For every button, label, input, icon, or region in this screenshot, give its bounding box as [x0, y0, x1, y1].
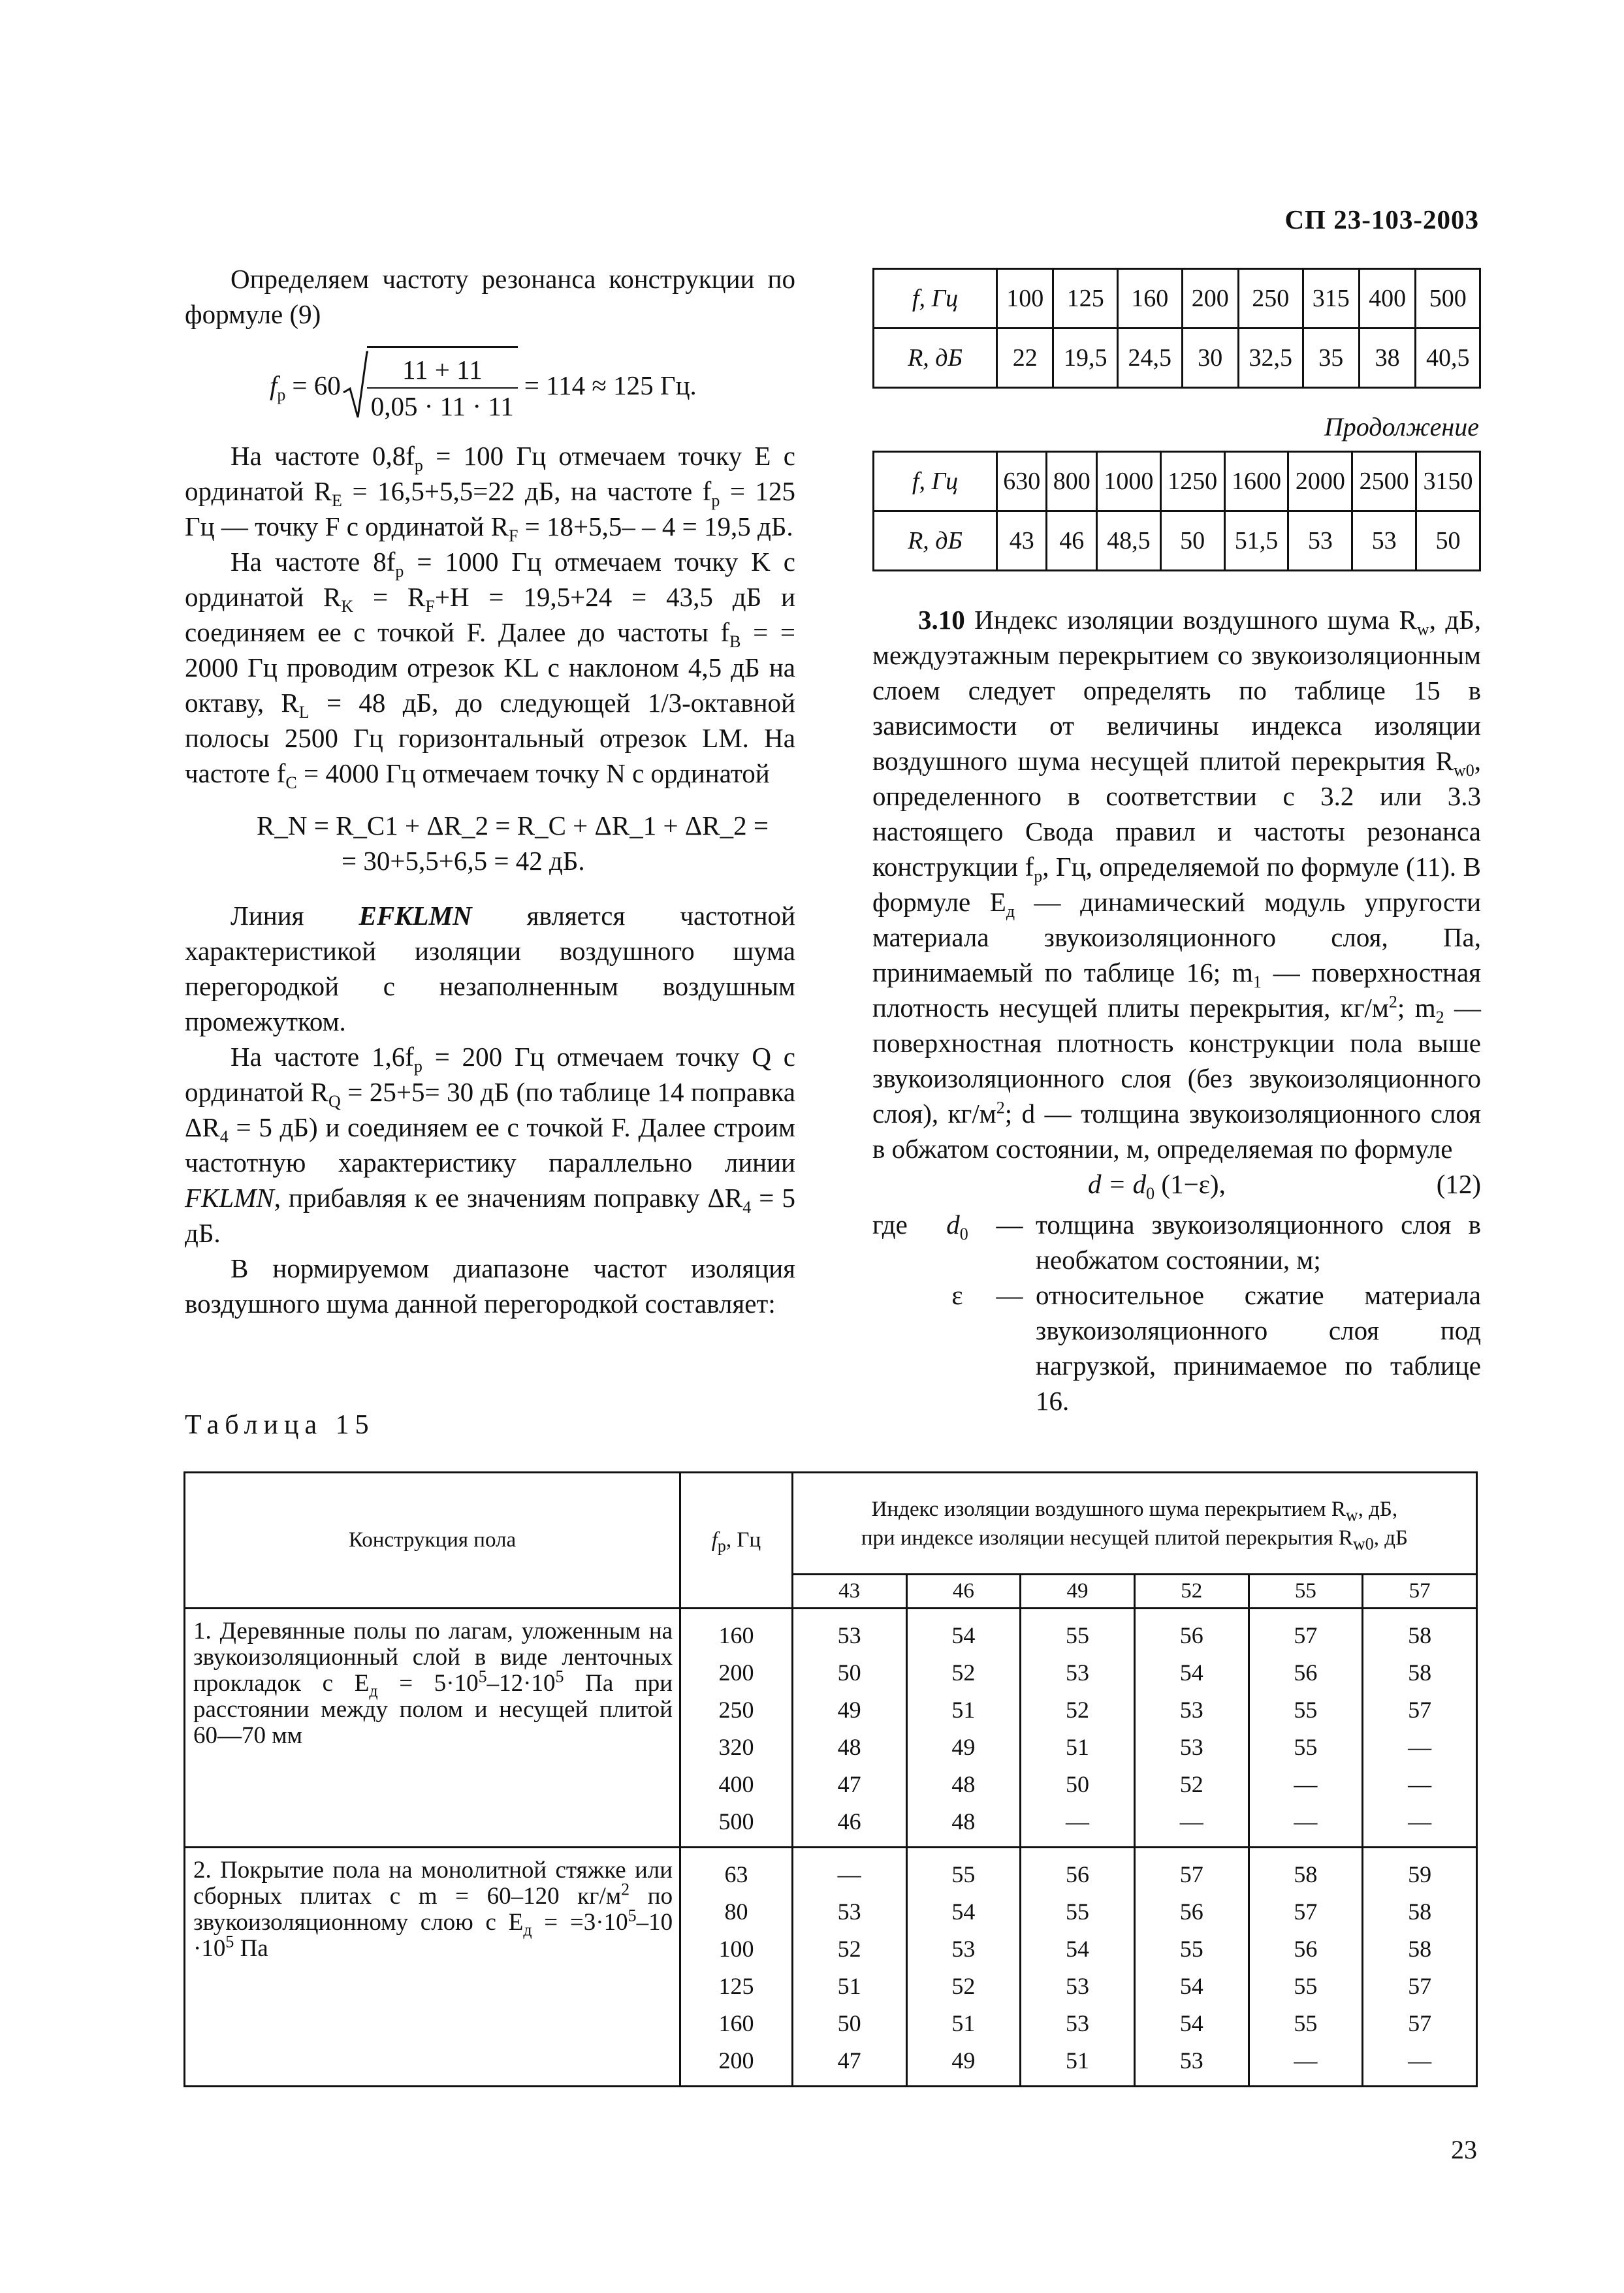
cell: 56 — [1294, 1936, 1318, 1962]
paragraph-point-q — [185, 1039, 795, 1251]
table-cell: 800 — [1047, 452, 1096, 511]
cell: 53 — [1066, 1973, 1090, 1999]
where-label: где — [872, 1210, 908, 1240]
equation-12-number: (12) — [1436, 1169, 1481, 1199]
header-frequency — [680, 1473, 793, 1609]
cell: 52 — [1179, 1771, 1203, 1797]
cell: 48 — [951, 1771, 976, 1797]
text: является частотной характеристикой изоляции воздушного шума перегородкой с незаполненным воздушным промежутком. — [185, 901, 795, 1036]
text: — поверхностная плотность несущей плиты перекрытия, кг/м — [872, 957, 1481, 1023]
cell: 55 — [1294, 1697, 1318, 1723]
cell: 52 — [837, 1936, 861, 1962]
cell: 54 — [951, 1899, 976, 1925]
table-cell: 35 — [1303, 329, 1359, 388]
sub: C — [285, 773, 297, 793]
frequency-column — [680, 1609, 793, 1848]
table-cell: 22 — [997, 329, 1053, 388]
cell: — — [1294, 1808, 1318, 1835]
sub: д — [1006, 902, 1015, 922]
cell: 57 — [1408, 2010, 1432, 2036]
cell: 320 — [718, 1734, 754, 1760]
text: Па — [234, 1935, 268, 1962]
formula-coef: = 60 — [292, 370, 341, 400]
cell: 54 — [1179, 1973, 1203, 1999]
text: Индекс изоляции воздушного шума R — [964, 605, 1417, 635]
table-15 — [183, 1471, 1478, 2087]
equation-rn — [185, 808, 795, 878]
definition: толщина звукоизоляционного слоя в необжатом состоянии, м; — [1036, 1210, 1481, 1275]
cell: 53 — [837, 1899, 861, 1925]
cell: 49 — [837, 1697, 861, 1723]
header-index-line2 — [794, 1524, 1475, 1552]
cell: 56 — [1066, 1861, 1090, 1887]
cell: 53 — [1179, 2047, 1203, 2074]
text: d = d — [1088, 1169, 1147, 1199]
construction-description — [185, 1609, 680, 1848]
cell: 55 — [1294, 2010, 1318, 2036]
cell: 250 — [718, 1697, 754, 1723]
header-construction: Конструкция пола — [185, 1473, 680, 1609]
text: = 16,5+5,5=22 дБ, на частоте f — [342, 476, 712, 506]
formula-denominator: 0,05 · 11 · 11 — [370, 391, 514, 421]
sub: 1 — [1252, 972, 1262, 992]
sup: 5 — [555, 1667, 564, 1686]
text: , дБ, междуэтажным перекрытием со звукоизоляционным слоем следует определять по таблице 15 в зависимости от величины индекса изоляции воздушного шума несущей плитой перекрытия R — [872, 605, 1481, 776]
text: f — [711, 1528, 718, 1552]
table-cell: 50 — [1160, 511, 1224, 571]
value-column — [1021, 1848, 1135, 2087]
cell: 56 — [1294, 1660, 1318, 1686]
formula-result: = 114 ≈ 125 Гц. — [524, 370, 697, 400]
cell: 52 — [1066, 1697, 1090, 1723]
table-15-title: Таблица 15 — [185, 1410, 375, 1440]
where-item-epsilon — [872, 1277, 1481, 1419]
cell: — — [1066, 1808, 1090, 1835]
cell: 50 — [837, 1660, 861, 1686]
value-column — [906, 1848, 1021, 2087]
sub: F — [508, 526, 518, 546]
cell: — — [1179, 1808, 1203, 1835]
text: = 5 дБ. — [185, 1183, 795, 1248]
paragraph-3-10 — [872, 602, 1481, 1166]
spacer — [872, 1277, 931, 1419]
symbol: ε — [951, 1280, 963, 1310]
table-cell: 1250 — [1160, 452, 1224, 511]
table-cell: 400 — [1359, 269, 1415, 329]
cell: 59 — [1408, 1861, 1432, 1887]
cell: 50 — [1066, 1771, 1090, 1797]
sub: w0 — [1453, 761, 1474, 780]
cell: 53 — [837, 1622, 861, 1648]
text: = 25+5= 30 дБ (по таблице 14 поправка ΔR — [185, 1077, 795, 1142]
row-label-f: f, Гц — [874, 269, 997, 329]
text: = 5 дБ) и соединяем ее с точкой F. Далее строим частотную характеристику параллельно линии — [185, 1112, 795, 1178]
value-column — [1134, 1609, 1249, 1848]
text: при индексе изоляции несущей плитой перекрытия R — [861, 1526, 1353, 1550]
cell: 47 — [837, 1771, 861, 1797]
table-cell: 2000 — [1288, 452, 1352, 511]
table-cell: 53 — [1288, 511, 1352, 571]
construction-description — [185, 1848, 680, 2087]
cell: 46 — [837, 1808, 861, 1835]
sub: р — [395, 562, 404, 581]
continuation-label: Продолжение — [1324, 412, 1479, 441]
table-cell: 125 — [1053, 269, 1118, 329]
table-cell: 1000 — [1096, 452, 1160, 511]
text: , прибавляя к ее значениям поправку ΔR — [274, 1183, 743, 1213]
paragraph-normalized-range: В нормируемом диапазоне частот изоляция воздушного шума данной перегородкой составляет: — [185, 1253, 795, 1319]
table-row — [185, 1848, 1477, 2087]
sub: д — [523, 1920, 532, 1940]
text: , определенного в соответствии с 3.2 или 3.3 настоящего Свода правил и частоты резонанса конструкции f — [872, 746, 1481, 882]
table-row — [874, 269, 1480, 329]
cell: 53 — [1066, 1660, 1090, 1686]
table-cell: 100 — [997, 269, 1053, 329]
value-column — [1363, 1848, 1477, 2087]
sup: 2 — [621, 1880, 630, 1899]
equation-rn-line1: R_N = R_C1 + ΔR_2 = R_C + ΔR_1 + ΔR_2 = — [257, 810, 769, 841]
text: ; d — толщина звукоизоляционного слоя в обжатом состоянии, м, определяемая по формуле — [872, 1098, 1481, 1164]
symbol — [931, 1207, 983, 1277]
table-cell: 38 — [1359, 329, 1415, 388]
text: = =3·10 — [532, 1909, 628, 1936]
sub: р — [413, 1057, 422, 1076]
sup: 5 — [628, 1906, 637, 1925]
paragraph-line-efklmn — [185, 898, 795, 1039]
text: = 5·10 — [377, 1670, 479, 1697]
cell: 50 — [837, 2010, 861, 2036]
text: = 18+5,5– – 4 = 19,5 дБ. — [518, 511, 793, 541]
cell: 63 — [724, 1861, 748, 1887]
cell: 58 — [1294, 1861, 1318, 1887]
text: , дБ, — [1358, 1497, 1398, 1521]
cell: 80 — [724, 1899, 748, 1925]
text: по звукоизоляционному слою с E — [193, 1883, 673, 1936]
sub: р — [711, 491, 720, 511]
cell: 57 — [1294, 1899, 1318, 1925]
text: 2. Покрытие пола на монолитной стяжке или сборных плитах с m = 60–120 кг/м — [193, 1857, 673, 1910]
sub: 4 — [219, 1127, 229, 1147]
sub: F — [425, 597, 435, 617]
cell: — — [1408, 1808, 1432, 1835]
frequency-column — [680, 1848, 793, 2087]
table-cell: 3150 — [1416, 452, 1480, 511]
text: –12·10 — [486, 1670, 556, 1697]
text: Па при расстоянии между полом и несущей плитой 60—70 мм — [193, 1670, 673, 1749]
text: = R — [353, 582, 426, 612]
formula-lhs: f — [270, 370, 278, 400]
value-column — [1249, 1848, 1363, 2087]
document-code: СП 23-103-2003 — [1284, 204, 1479, 234]
formula-numerator: 11 + 11 — [367, 352, 518, 389]
cell: 200 — [718, 2047, 754, 2074]
cell: 47 — [837, 2047, 861, 2074]
dash: — — [996, 1210, 1023, 1240]
equation-12 — [872, 1166, 1481, 1203]
section-number: 3.10 — [918, 605, 965, 635]
cell: 51 — [1066, 2047, 1090, 2074]
paragraph-point-e — [185, 438, 795, 544]
cell: — — [1408, 1734, 1432, 1760]
text: 1. Деревянные полы по лагам, уложенным на звукоизоляционный слой в виде ленточных прокладок с E — [193, 1618, 673, 1697]
table-cell: 250 — [1238, 269, 1303, 329]
cell: 160 — [718, 1622, 754, 1648]
cell: 56 — [1179, 1899, 1203, 1925]
cell: 56 — [1179, 1622, 1203, 1648]
paragraph-point-k — [185, 544, 795, 791]
table-header-row — [185, 1473, 1477, 1575]
sup: 5 — [478, 1667, 487, 1686]
cell: 57 — [1408, 1697, 1432, 1723]
cell: 58 — [1408, 1899, 1432, 1925]
text: , дБ — [1373, 1526, 1408, 1550]
cell: 55 — [1066, 1899, 1090, 1925]
sub: L — [298, 703, 310, 722]
text: — динамический модуль упругости материала звукоизоляционного слоя, Па, принимаемый по таблице 16; m — [872, 887, 1482, 987]
text: –10 ·10 — [193, 1909, 673, 1962]
page-number: 23 — [1451, 2135, 1477, 2164]
where-item-d0 — [872, 1207, 1481, 1277]
cell: 58 — [1408, 1660, 1432, 1686]
text: Индекс изоляции воздушного шума перекрытием R — [871, 1497, 1346, 1521]
dash: — — [996, 1280, 1023, 1310]
index-value: 55 — [1249, 1575, 1363, 1609]
cell: 57 — [1179, 1861, 1203, 1887]
table-row — [874, 452, 1480, 511]
cell: 51 — [1066, 1734, 1090, 1760]
table-row — [874, 329, 1480, 388]
text: , Гц — [725, 1528, 761, 1552]
value-column — [1134, 1848, 1249, 2087]
left-column — [185, 261, 795, 1321]
cell: 48 — [837, 1734, 861, 1760]
table-cell: 46 — [1047, 511, 1096, 571]
sub: Q — [328, 1092, 341, 1112]
line-name: FKLMN — [185, 1183, 274, 1213]
sub: K — [341, 597, 354, 617]
cell: 55 — [1066, 1622, 1090, 1648]
sub: д — [369, 1681, 378, 1701]
table-cell: 2500 — [1352, 452, 1416, 511]
text: На частоте 8f — [231, 547, 396, 577]
text: На частоте 0,8f — [231, 441, 415, 471]
cell: 49 — [951, 1734, 976, 1760]
cell: 125 — [718, 1973, 754, 1999]
text: = 4000 Гц отмечаем точку N с ординатой — [296, 758, 770, 788]
text: = 125 Гц — точку F с ординатой R — [185, 476, 795, 541]
definition: относительное сжатие материала звукоизоляционного слоя под нагрузкой, принимаемое по таблице 16. — [1036, 1280, 1481, 1416]
index-value: 49 — [1021, 1575, 1135, 1609]
cell: 55 — [1179, 1936, 1203, 1962]
text: = = 2000 Гц проводим отрезок KL с наклоном 4,5 дБ на октаву, R — [185, 617, 796, 718]
text: = 48 дБ, до следующей — [309, 688, 648, 718]
sub: 4 — [742, 1198, 752, 1217]
paragraph-resonance-intro: Определяем частоту резонанса конструкции по формуле (9) — [185, 264, 795, 329]
sub: р — [414, 456, 423, 475]
cell: — — [1294, 2047, 1318, 2074]
text: Линия — [231, 901, 359, 931]
cell: 55 — [1294, 1973, 1318, 1999]
cell: 54 — [1066, 1936, 1090, 1962]
table-cell: 200 — [1182, 269, 1238, 329]
sub: р — [717, 1536, 726, 1556]
table-cell: 19,5 — [1053, 329, 1118, 388]
frequency-table-1 — [872, 268, 1481, 389]
equation-rn-line2: = 30+5,5+6,5 = 42 дБ. — [342, 846, 585, 876]
cell: 49 — [951, 2047, 976, 2074]
sub: 0 — [1146, 1184, 1155, 1204]
text: — поверхностная плотность конструкции пола выше звукоизоляционного слоя (без звукоизоляционного слоя), кг/м — [872, 993, 1482, 1129]
table-cell: 24,5 — [1117, 329, 1182, 388]
cell: 54 — [1179, 2010, 1203, 2036]
table-cell: 53 — [1352, 511, 1416, 571]
sub: 2 — [1435, 1008, 1444, 1027]
sub: р — [1034, 867, 1043, 886]
value-column — [792, 1848, 906, 2087]
cell: 400 — [718, 1771, 754, 1797]
cell: — — [837, 1861, 861, 1887]
text: ; m — [1397, 993, 1436, 1023]
text: = 100 Гц отмечаем точку E с ординатой R — [185, 441, 795, 506]
equation-12-body — [1088, 1166, 1226, 1202]
table-cell: 500 — [1416, 269, 1480, 329]
sup: 2 — [1388, 992, 1397, 1012]
radical-sign — [342, 349, 368, 421]
sup: 5 — [225, 1932, 234, 1951]
frequency-table-2 — [872, 451, 1481, 571]
value-column — [906, 1609, 1021, 1848]
index-value: 43 — [792, 1575, 906, 1609]
cell: 48 — [951, 1808, 976, 1835]
cell: 58 — [1408, 1622, 1432, 1648]
cell: 53 — [1179, 1697, 1203, 1723]
text: На частоте 1,6f — [231, 1042, 414, 1072]
cell: 57 — [1408, 1973, 1432, 1999]
cell: 53 — [1179, 1734, 1203, 1760]
formula-resonance — [270, 346, 795, 424]
text: +H = 19,5+24 = 43,5 дБ и соединяем ее с точкой F. Далее до частоты f — [185, 582, 795, 647]
cell: 54 — [1179, 1660, 1203, 1686]
cell: — — [1408, 2047, 1432, 2074]
cell: 53 — [1066, 2010, 1090, 2036]
row-label-f: f, Гц — [874, 452, 997, 511]
right-column — [872, 602, 1481, 1419]
row-label-r: R, дБ — [874, 329, 997, 388]
table-cell: 51,5 — [1224, 511, 1288, 571]
row-label-r: R, дБ — [874, 511, 997, 571]
sub: B — [729, 632, 741, 652]
table-cell: 1600 — [1224, 452, 1288, 511]
cell: 58 — [1408, 1936, 1432, 1962]
formula-fraction — [367, 346, 518, 424]
cell: 52 — [951, 1973, 976, 1999]
index-value: 52 — [1134, 1575, 1249, 1609]
cell: 51 — [837, 1973, 861, 1999]
table-cell: 315 — [1303, 269, 1359, 329]
sup: 2 — [996, 1098, 1005, 1117]
text: = 1000 Гц отмечаем точку K с ординатой R — [185, 547, 795, 612]
fraction-one-third: 1/3 — [647, 688, 682, 718]
index-value: 46 — [906, 1575, 1021, 1609]
text: -октавной полосы 2500 Гц горизонтальный отрезок LM. На частоте f — [185, 688, 795, 788]
sub: w0 — [1352, 1534, 1374, 1554]
value-column — [1363, 1609, 1477, 1848]
header-index — [792, 1473, 1476, 1575]
index-value: 57 — [1363, 1575, 1477, 1609]
formula-lhs-sub: р — [277, 385, 286, 404]
text: (1−ε), — [1154, 1169, 1226, 1199]
cell: 54 — [951, 1622, 976, 1648]
text: , Гц, определяемой по формуле (11). В формуле E — [872, 852, 1481, 917]
table-cell: 50 — [1416, 511, 1480, 571]
sub: w — [1345, 1505, 1358, 1525]
header-index-line1 — [794, 1495, 1475, 1524]
table-cell: 40,5 — [1416, 329, 1480, 388]
line-name: EFKLMN — [358, 901, 472, 931]
cell: — — [1408, 1771, 1432, 1797]
sub: w — [1416, 620, 1429, 639]
cell: — — [1294, 1771, 1318, 1797]
table-cell: 43 — [997, 511, 1047, 571]
sub: E — [332, 491, 342, 511]
table-cell: 32,5 — [1238, 329, 1303, 388]
table-cell: 160 — [1117, 269, 1182, 329]
cell: 160 — [718, 2010, 754, 2036]
table-row — [185, 1609, 1477, 1848]
cell: 100 — [718, 1936, 754, 1962]
cell: 200 — [718, 1660, 754, 1686]
sub: 0 — [959, 1225, 968, 1244]
cell: 57 — [1294, 1622, 1318, 1648]
table-cell: 630 — [997, 452, 1047, 511]
cell: 51 — [951, 1697, 976, 1723]
table-cell: 30 — [1182, 329, 1238, 388]
cell: 55 — [1294, 1734, 1318, 1760]
table-cell: 48,5 — [1096, 511, 1160, 571]
cell: 55 — [951, 1861, 976, 1887]
cell: 52 — [951, 1660, 976, 1686]
cell: 53 — [951, 1936, 976, 1962]
symbol-text: d — [946, 1210, 960, 1240]
value-column — [1021, 1609, 1135, 1848]
cell: 500 — [718, 1808, 754, 1835]
value-column — [792, 1609, 906, 1848]
text: = 200 Гц отмечаем точку Q с ординатой R — [185, 1042, 796, 1107]
value-column — [1249, 1609, 1363, 1848]
cell: 51 — [951, 2010, 976, 2036]
table-row — [874, 511, 1480, 571]
